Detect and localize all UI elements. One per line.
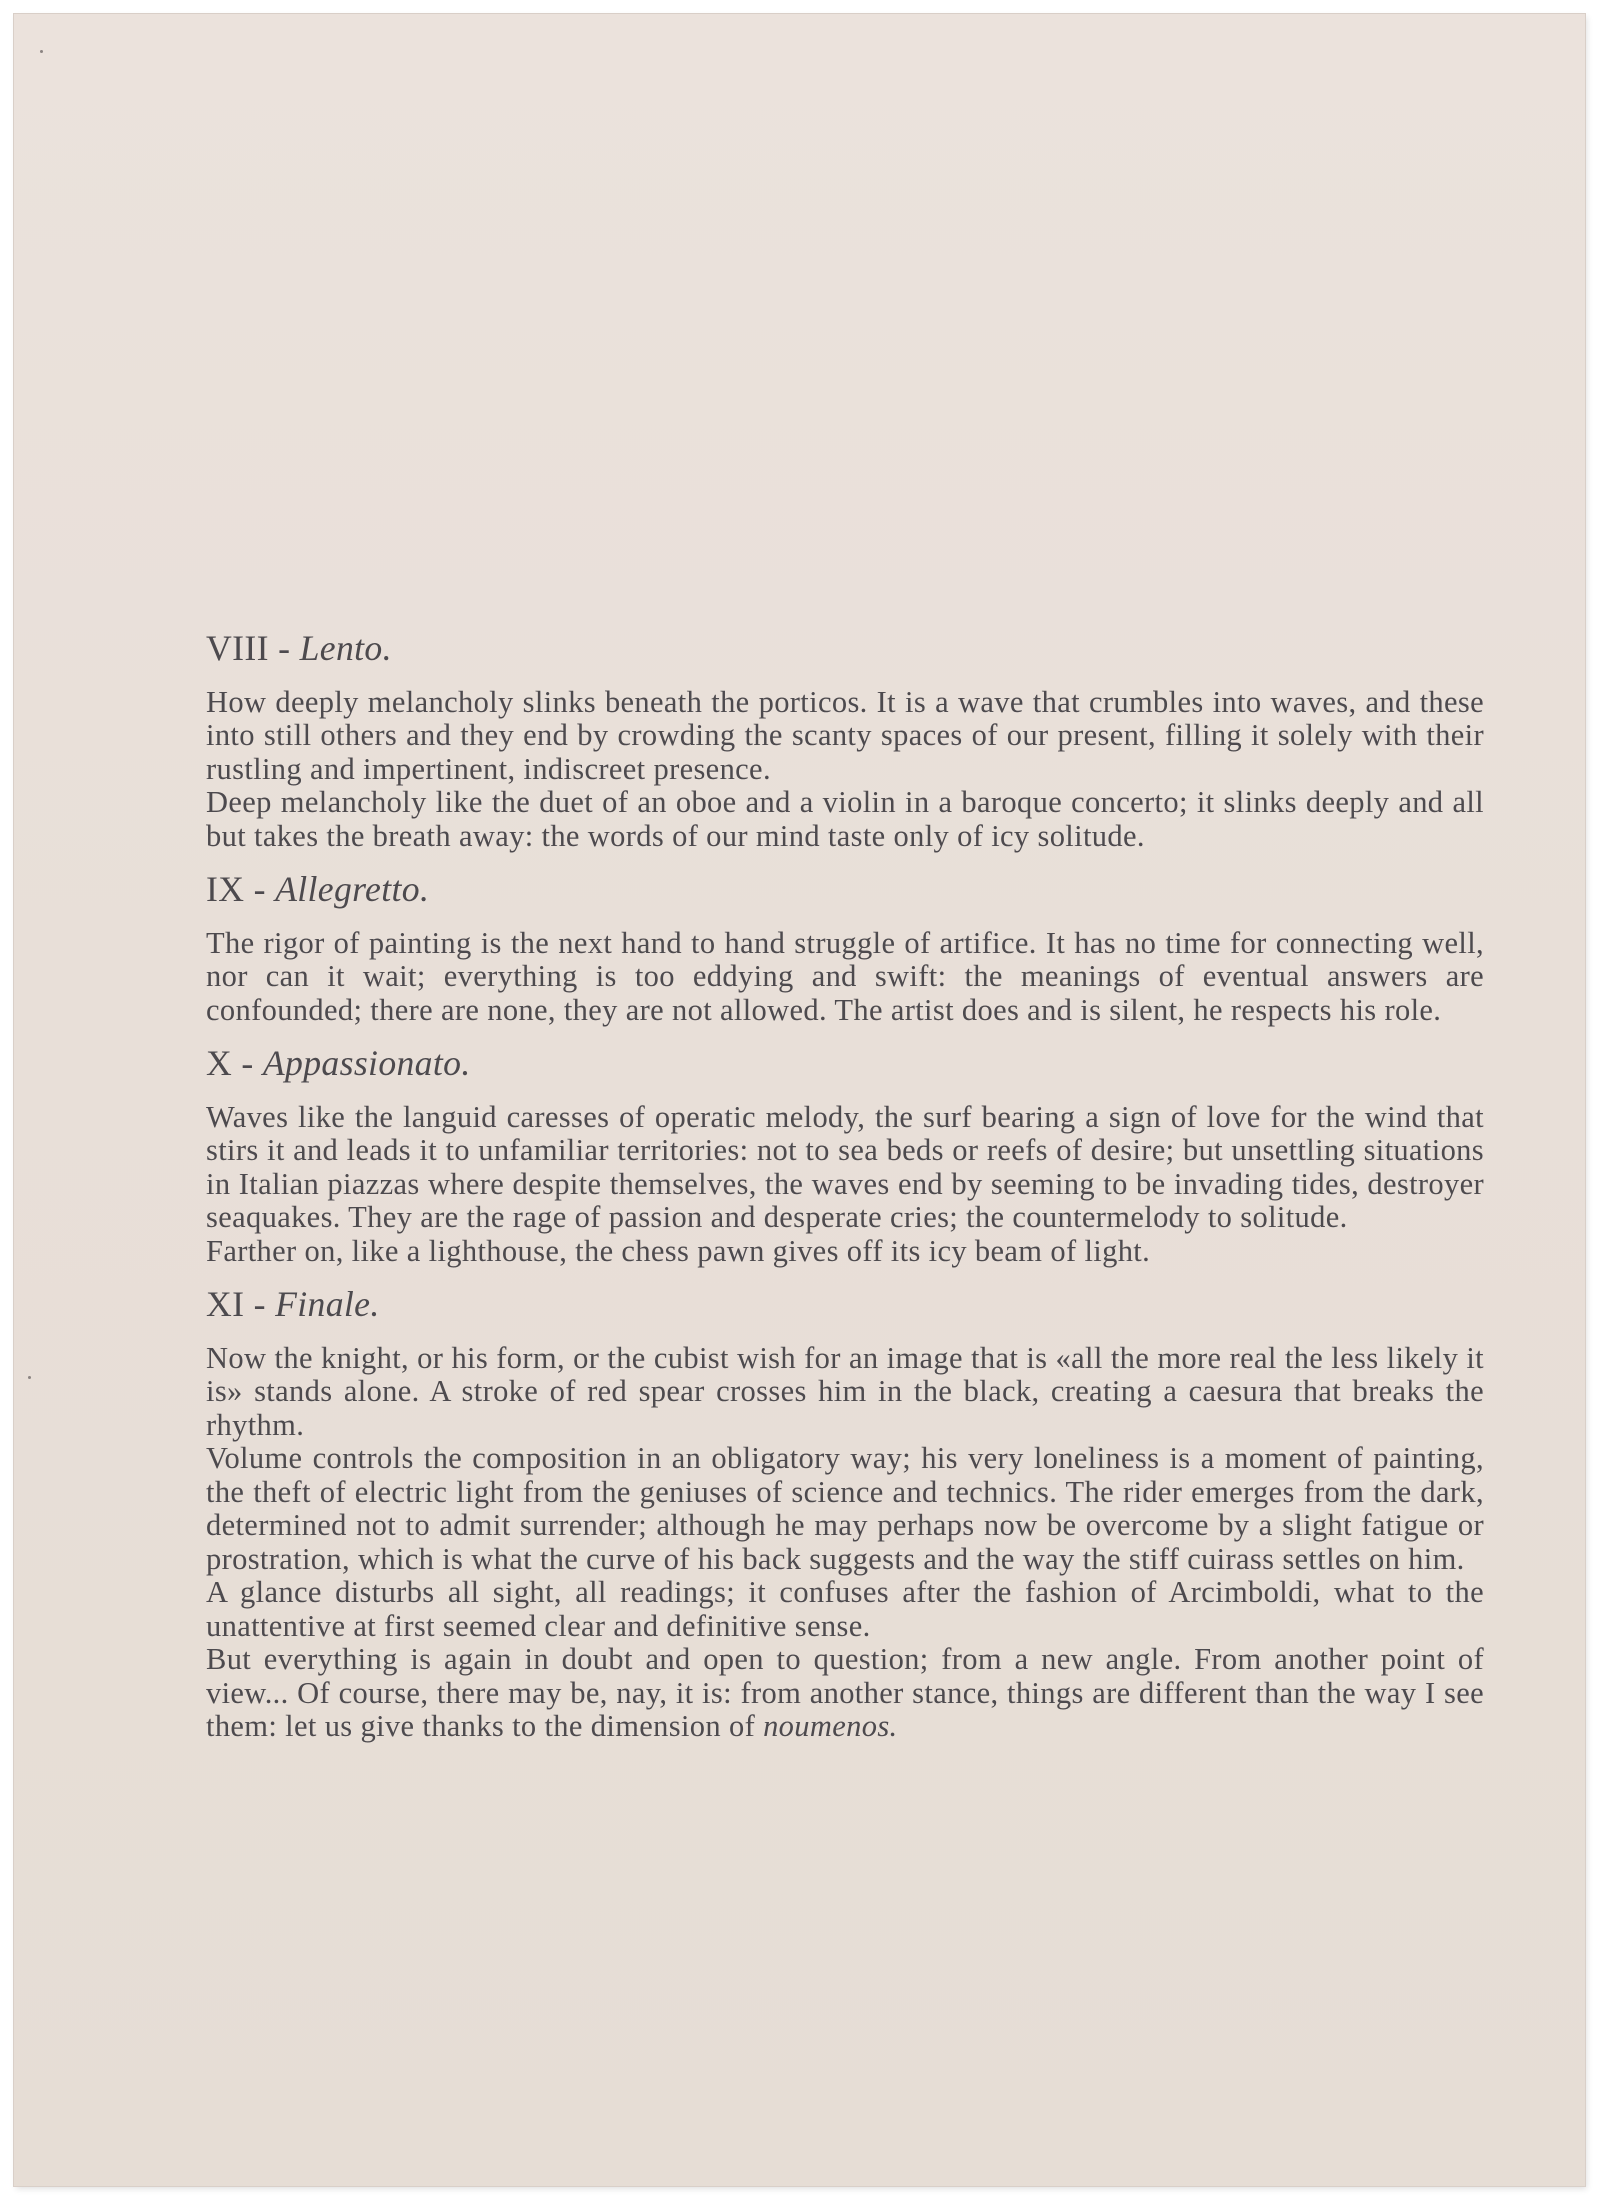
- section-heading: [206, 1043, 1484, 1083]
- paragraph: Now the knight, or his form, or the cubist wish for an image that is «all the more real the less likely it is» stands alone. A stroke of red spear crosses him in the black, creating a caesura that breaks the rhythm.: [206, 1340, 1484, 1442]
- paragraph: Deep melancholy like the duet of an oboe and a violin in a baroque concerto; it slinks deeply and all but takes the breath away: the words of our mind taste only of icy solitude.: [206, 785, 1484, 853]
- paragraph: [206, 1643, 1484, 1744]
- paper-speck: [40, 50, 43, 53]
- closing-italic-word: noumenos.: [763, 1709, 898, 1743]
- section-heading: [206, 628, 1484, 668]
- page-text: [206, 628, 1484, 1764]
- section-numeral: VIII: [206, 628, 269, 668]
- paragraph: Farther on, like a lighthouse, the chess pawn gives off its icy beam of light.: [206, 1233, 1151, 1268]
- section-numeral: X: [206, 1043, 233, 1083]
- section-heading: [206, 869, 1484, 909]
- section-ix: [206, 869, 1484, 1027]
- heading-separator: -: [244, 869, 276, 909]
- paper-sheet: [14, 14, 1585, 2186]
- section-title: Allegretto.: [275, 869, 430, 909]
- section-title: Lento.: [299, 628, 392, 668]
- heading-separator: -: [268, 628, 300, 668]
- paragraph: How deeply melancholy slinks beneath the porticos. It is a wave that crumbles into waves, and these into still others and they end by crowding the scanty spaces of our present, filling it solely with their rustling and impertinent, indiscreet presence.: [206, 684, 1484, 786]
- paragraph: Volume controls the composition in an obligatory way; his very loneliness is a moment of painting, the theft of electric light from the geniuses of science and technics. The rider emerges from the dark, determined not to admit surrender; although he may perhaps now be overcome by a slight fatigue or prostration, which is what the curve of his back suggests and the way the stiff cuirass settles on him.: [206, 1441, 1484, 1576]
- section-xi: [206, 1284, 1484, 1744]
- paragraph: The rigor of painting is the next hand to hand struggle of artifice. It has no time for connecting well, nor can it wait; everything is too eddying and swift: the meanings of eventual answers are confounded; there are none, they are not allowed. The artist does and is silent, he respects his role.: [206, 925, 1484, 1027]
- paragraph: Waves like the languid caresses of operatic melody, the surf bearing a sign of love for the wind that stirs it and leads it to unfamiliar territories: not to sea beds or reefs of desire; but unsettling situations in Italian piazzas where despite themselves, the waves end by seeming to be invading tides, destroyer seaquakes. They are the rage of passion and desperate cries; the countermelody to solitude.: [206, 1099, 1484, 1234]
- heading-separator: -: [232, 1043, 263, 1083]
- section-title: Appassionato.: [262, 1043, 471, 1083]
- section-numeral: IX: [206, 869, 245, 909]
- section-numeral: XI: [206, 1284, 245, 1324]
- heading-separator: -: [244, 1284, 276, 1324]
- section-heading: [206, 1284, 1484, 1324]
- section-viii: [206, 628, 1484, 853]
- section-x: [206, 1043, 1484, 1268]
- paper-speck: [28, 1376, 31, 1379]
- section-title: Finale.: [275, 1284, 380, 1324]
- paragraph: A glance disturbs all sight, all readings; it confuses after the fashion of Arcimboldi, what to the unattentive at first seemed clear and definitive sense.: [206, 1575, 1484, 1643]
- paragraph-text: But everything is again in doubt and open to question; from a new angle. From another point of view... Of course, there may be, nay, it is: from another stance, things are different than the way I see them: let us give thanks to the dimension of: [206, 1642, 1484, 1743]
